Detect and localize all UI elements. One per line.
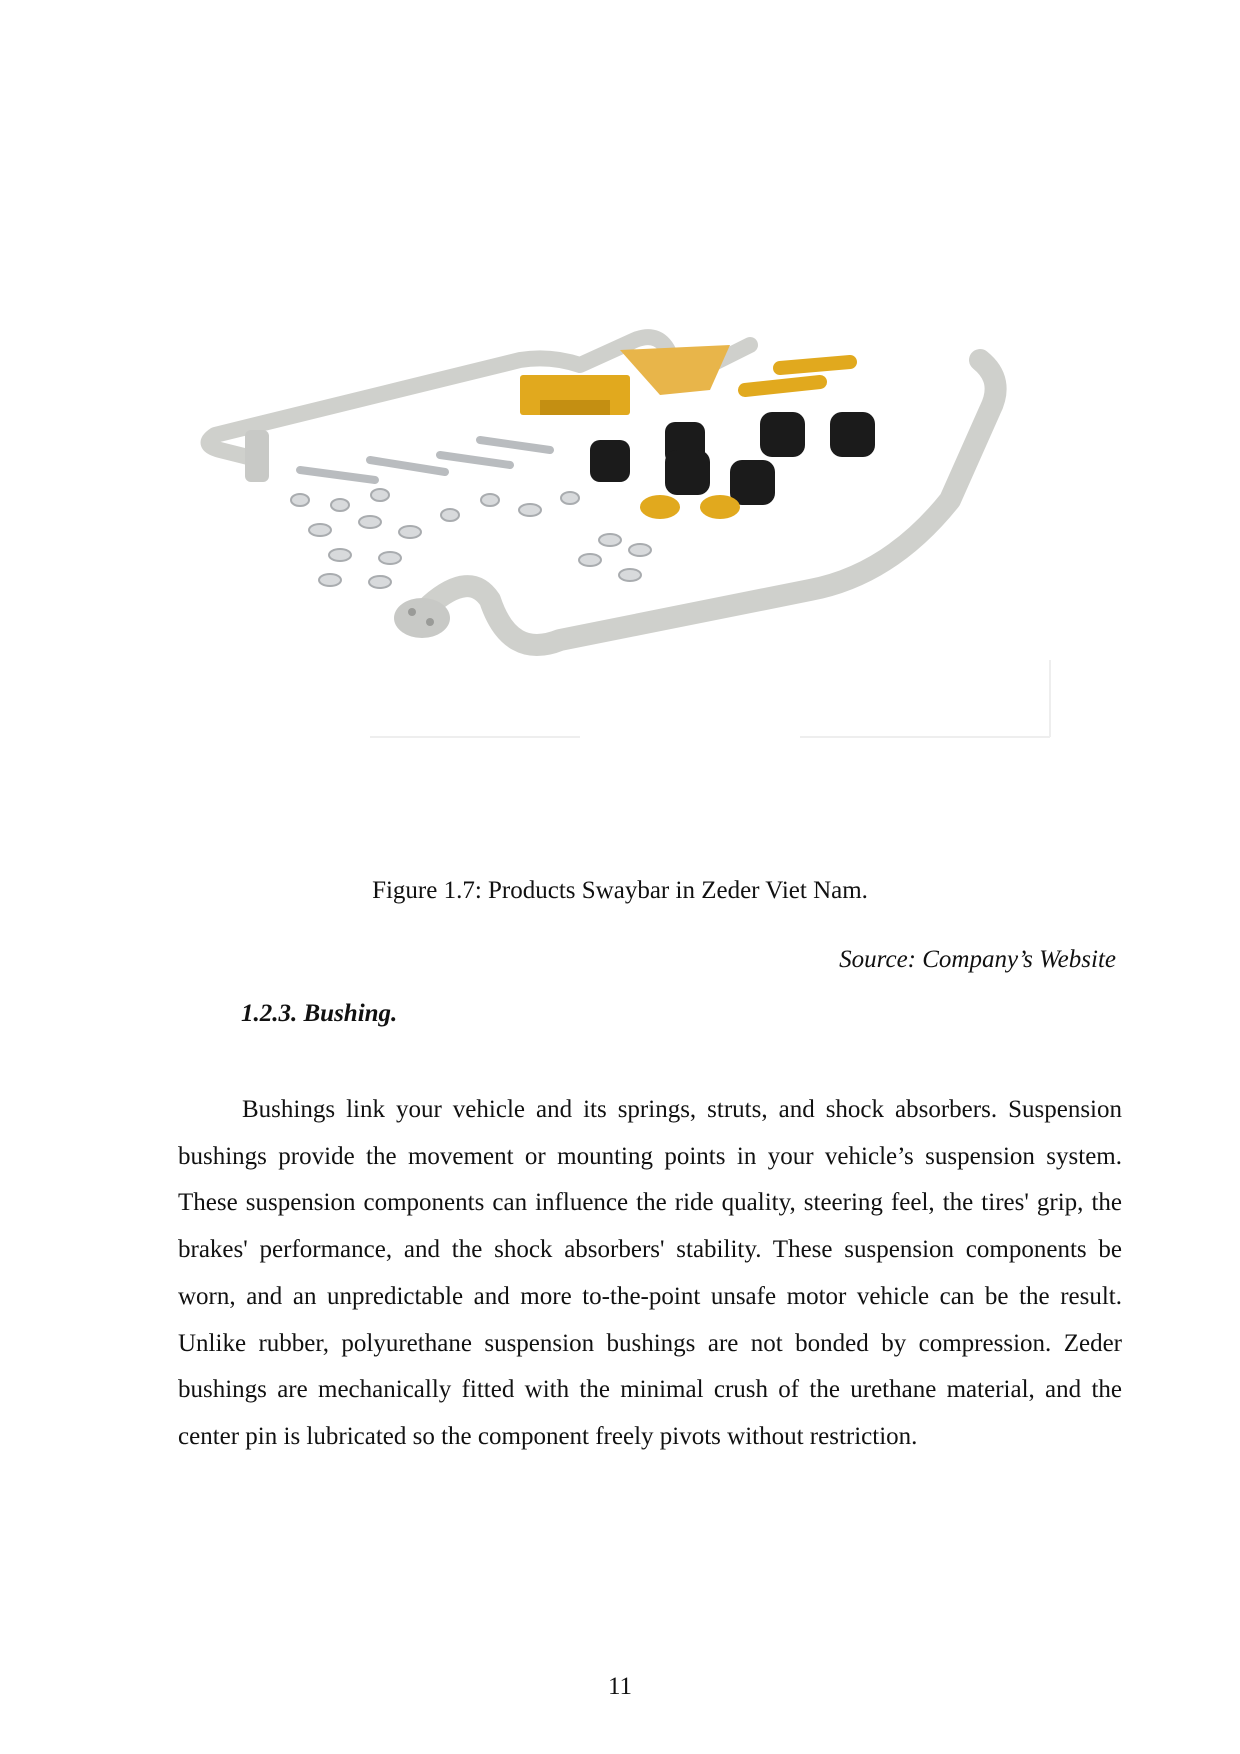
bolt	[480, 440, 550, 450]
bolt	[440, 455, 510, 465]
washers-and-nuts	[291, 489, 651, 588]
gold-clamp	[700, 495, 740, 519]
swaybar-product-photo	[190, 300, 1160, 830]
rubber-bushing	[665, 450, 710, 495]
rear-bar-end-tab	[245, 430, 269, 482]
body-paragraph: Bushings link your vehicle and its springs, struts, and shock absorbers. Suspension bushings provide the movement or mounting points in your vehicle’s suspension system. These suspension components can influence the ride quality, steering feel, the tires' grip, the brakes' performance, and the shock absorbers' stability. These suspension components be worn, and an unpredictable and more to-the-point unsafe motor vehicle can be the result. Unlike rubber, polyurethane suspension bushings are not bonded by compression. Zeder bushings are mechanically fitted with the minimal crush of the urethane material, and the center pin is lubricated so the component freely pivots without restriction.	[178, 1096, 1122, 1450]
bolt	[370, 460, 445, 472]
rubber-bushing	[830, 412, 875, 457]
rubber-bushing	[730, 460, 775, 505]
swaybar-kit-illustration	[190, 300, 1160, 830]
section-heading: 1.2.3. Bushing.	[241, 1000, 398, 1027]
gold-mount-bracket	[620, 345, 730, 395]
figure-caption: Figure 1.7: Products Swaybar in Zeder Viet Nam.	[372, 877, 868, 904]
rubber-bushing	[760, 412, 805, 457]
gold-end-link	[780, 362, 850, 368]
gold-end-link	[745, 382, 820, 390]
page-number: 11	[607, 1673, 633, 1700]
bolt	[300, 470, 375, 480]
rubber-bushing	[590, 440, 630, 482]
gold-clamp	[640, 495, 680, 519]
figure-source: Source: Company’s Website	[839, 946, 1116, 973]
front-bar-end-eye	[394, 598, 450, 638]
